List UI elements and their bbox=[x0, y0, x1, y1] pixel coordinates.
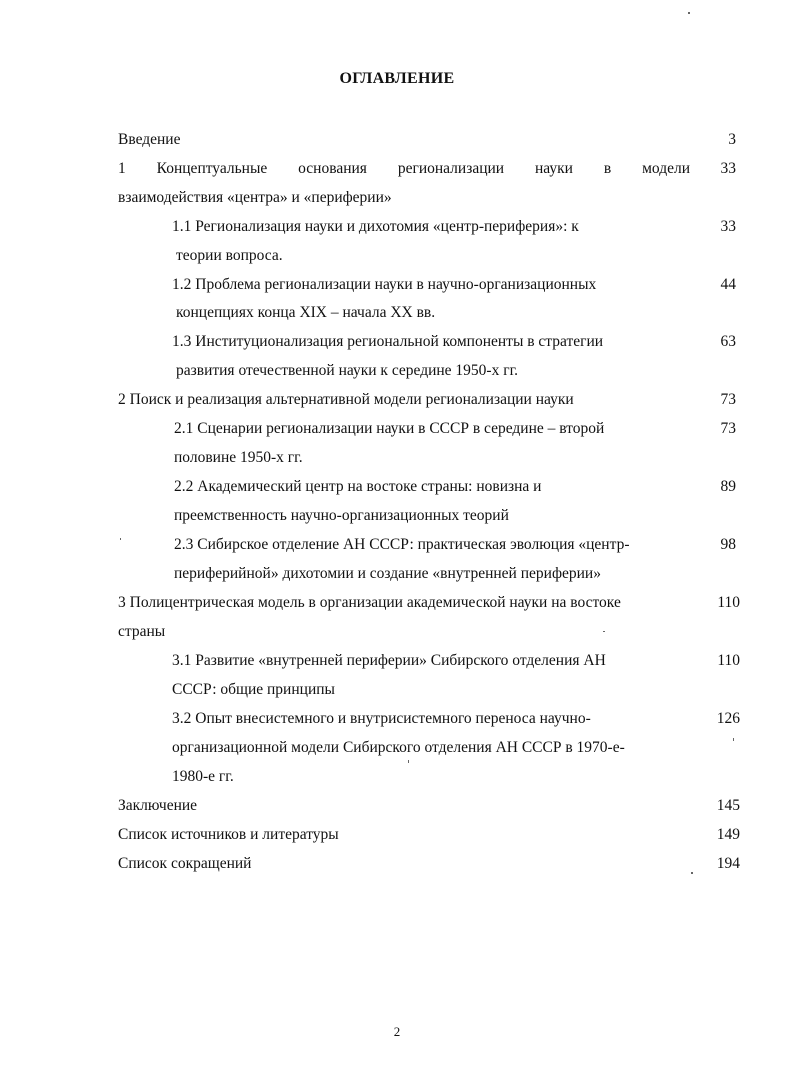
toc-entry-text-continued: 1980-е гг. bbox=[172, 768, 234, 785]
page-number-footer: 2 bbox=[393, 1024, 401, 1039]
scan-speck bbox=[603, 631, 605, 632]
page-title: ОГЛАВЛЕНИЕ bbox=[339, 70, 455, 87]
toc-entry-text: 3 Полицентрическая модель в организации академической науки на востоке bbox=[118, 594, 621, 611]
toc-page-number: 194 bbox=[716, 855, 740, 872]
toc-page-number: 110 bbox=[717, 652, 740, 669]
toc-page-number: 44 bbox=[720, 276, 736, 293]
toc-page-number: 3 bbox=[728, 131, 736, 148]
toc-entry-text-continued: взаимодействия «центра» и «периферии» bbox=[118, 189, 392, 206]
scan-speck bbox=[733, 738, 734, 741]
toc-entry-text-continued: преемственность научно-организационных теорий bbox=[174, 507, 509, 524]
scan-speck bbox=[691, 872, 693, 874]
toc-page-number: 73 bbox=[720, 391, 736, 408]
toc-entry-text: 3.2 Опыт внесистемного и внутрисистемного переноса научно- bbox=[172, 710, 591, 727]
toc-page-number: 63 bbox=[720, 333, 736, 350]
toc-entry-text-continued: развития отечественной науки к середине 1950-х гг. bbox=[176, 362, 519, 379]
toc-entry-text: 2.3 Сибирское отделение АН СССР: практическая эволюция «центр- bbox=[174, 536, 630, 553]
toc-page-number: 33 bbox=[720, 218, 736, 235]
toc-entry-text: Введение bbox=[118, 131, 181, 148]
toc-entry-text: 2 Поиск и реализация альтернативной модели регионализации науки bbox=[118, 391, 574, 408]
toc-entry-text: 1.2 Проблема регионализации науки в научно-организационных bbox=[172, 276, 597, 293]
toc-entry-text: Список источников и литературы bbox=[118, 826, 339, 843]
toc-page-number: 149 bbox=[716, 826, 740, 843]
scan-speck bbox=[120, 538, 121, 540]
toc-page-number: 98 bbox=[720, 536, 736, 553]
scan-speck bbox=[688, 12, 690, 14]
toc-entry-text-continued: организационной модели Сибирского отделения АН СССР в 1970-е- bbox=[172, 739, 625, 756]
toc-entry-text-continued: СССР: общие принципы bbox=[172, 681, 335, 698]
toc-entry-text-continued: периферийной» дихотомии и создание «внутренней периферии» bbox=[174, 565, 601, 582]
toc-entry-text: 1 Концептуальные основания регионализации науки в модели bbox=[118, 160, 690, 177]
toc-page-number: 89 bbox=[720, 478, 736, 495]
scan-speck bbox=[408, 760, 409, 763]
toc-page-number: 126 bbox=[716, 710, 740, 727]
toc-entry-text: 1.1 Регионализация науки и дихотомия «центр-периферия»: к bbox=[172, 218, 579, 235]
toc-page-number: 33 bbox=[720, 160, 736, 177]
toc-entry-text: 2.2 Академический центр на востоке страны: новизна и bbox=[174, 478, 542, 495]
toc-page-number: 73 bbox=[720, 420, 736, 437]
toc-entry-text: 1.3 Институционализация региональной компоненты в стратегии bbox=[172, 333, 604, 350]
toc-entry-text-continued: концепциях конца XIX – начала XX вв. bbox=[176, 304, 436, 321]
toc-entry-text: Список сокращений bbox=[118, 855, 252, 872]
toc-entry-text-continued: страны bbox=[118, 623, 166, 640]
toc-entry-text-continued: половине 1950-х гг. bbox=[174, 449, 303, 466]
toc-entry-text: 2.1 Сценарии регионализации науки в СССР в середине – второй bbox=[174, 420, 605, 437]
toc-entry-text-continued: теории вопроса. bbox=[176, 247, 283, 264]
toc-page-number: 110 bbox=[717, 594, 740, 611]
toc-entry-text: 3.1 Развитие «внутренней периферии» Сибирского отделения АН bbox=[172, 652, 606, 669]
toc-page-number: 145 bbox=[716, 797, 740, 814]
toc-entry-text: Заключение bbox=[118, 797, 198, 814]
